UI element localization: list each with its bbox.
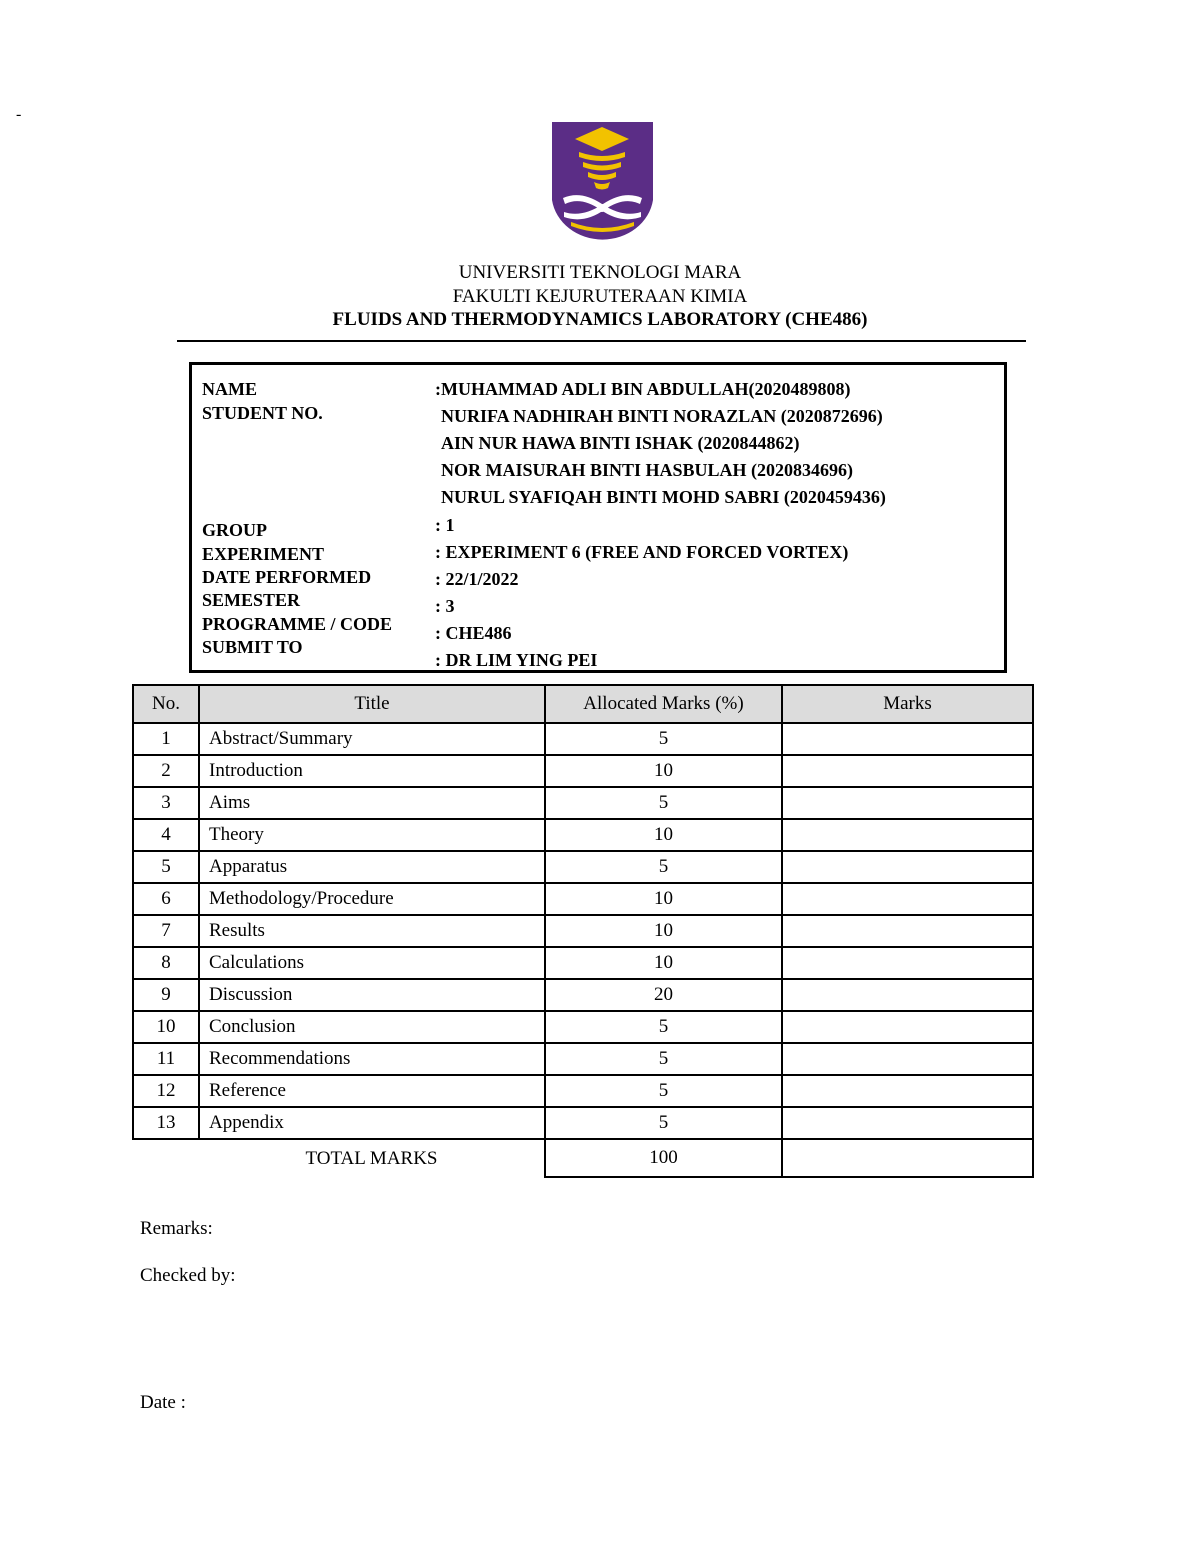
date-performed-value: : 22/1/2022 bbox=[435, 569, 519, 589]
row-allocated: 10 bbox=[545, 819, 782, 851]
row-marks[interactable] bbox=[782, 787, 1033, 819]
table-row bbox=[133, 915, 1033, 947]
row-title: Abstract/Summary bbox=[199, 723, 545, 755]
row-title: Recommendations bbox=[199, 1043, 545, 1075]
row-marks[interactable] bbox=[782, 1107, 1033, 1139]
header-allocated: Allocated Marks (%) bbox=[545, 685, 782, 723]
header-title: Title bbox=[199, 685, 545, 723]
table-row bbox=[133, 979, 1033, 1011]
marks-table-header-row bbox=[133, 685, 1033, 723]
lab-title: FLUIDS AND THERMODYNAMICS LABORATORY (CHE486) bbox=[332, 309, 868, 330]
remarks-label: Remarks: bbox=[140, 1218, 213, 1239]
marks-table bbox=[132, 684, 1034, 1178]
row-allocated: 5 bbox=[545, 1011, 782, 1043]
row-no: 1 bbox=[133, 723, 199, 755]
submit-to-value: : DR LIM YING PEI bbox=[435, 650, 598, 670]
date-performed-label: DATE PERFORMED bbox=[202, 567, 372, 587]
row-no: 6 bbox=[133, 883, 199, 915]
student-entry: AIN NUR HAWA BINTI ISHAK (2020844862) bbox=[441, 433, 800, 453]
table-row bbox=[133, 1011, 1033, 1043]
total-row bbox=[133, 1139, 1033, 1177]
row-allocated: 5 bbox=[545, 1043, 782, 1075]
row-title: Aims bbox=[199, 787, 545, 819]
row-allocated: 10 bbox=[545, 883, 782, 915]
header-no: No. bbox=[133, 685, 199, 723]
row-allocated: 5 bbox=[545, 1107, 782, 1139]
row-no: 3 bbox=[133, 787, 199, 819]
programme-code-label: PROGRAMME / CODE bbox=[202, 614, 392, 634]
row-title: Apparatus bbox=[199, 851, 545, 883]
table-row bbox=[133, 723, 1033, 755]
row-allocated: 10 bbox=[545, 947, 782, 979]
row-no: 10 bbox=[133, 1011, 199, 1043]
row-title: Appendix bbox=[199, 1107, 545, 1139]
row-marks[interactable] bbox=[782, 851, 1033, 883]
student-entry: NURUL SYAFIQAH BINTI MOHD SABRI (2020459436) bbox=[441, 487, 886, 507]
row-allocated: 5 bbox=[545, 723, 782, 755]
row-allocated: 10 bbox=[545, 915, 782, 947]
university-name: UNIVERSITI TEKNOLOGI MARA bbox=[458, 262, 742, 283]
row-title: Methodology/Procedure bbox=[199, 883, 545, 915]
semester-value: : 3 bbox=[435, 596, 455, 616]
row-no: 4 bbox=[133, 819, 199, 851]
total-label: TOTAL MARKS bbox=[199, 1139, 545, 1177]
row-title: Reference bbox=[199, 1075, 545, 1107]
row-title: Discussion bbox=[199, 979, 545, 1011]
student-entry: :MUHAMMAD ADLI BIN ABDULLAH(2020489808) bbox=[435, 379, 851, 399]
table-row bbox=[133, 1075, 1033, 1107]
row-title: Introduction bbox=[199, 755, 545, 787]
student-entry: NURIFA NADHIRAH BINTI NORAZLAN (2020872696) bbox=[441, 406, 883, 426]
row-title: Theory bbox=[199, 819, 545, 851]
submit-to-label: SUBMIT TO bbox=[202, 637, 303, 657]
row-allocated: 5 bbox=[545, 851, 782, 883]
table-row bbox=[133, 755, 1033, 787]
name-label: NAME bbox=[202, 379, 257, 399]
row-marks[interactable] bbox=[782, 755, 1033, 787]
row-no: 11 bbox=[133, 1043, 199, 1075]
semester-label: SEMESTER bbox=[202, 590, 301, 610]
header-marks: Marks bbox=[782, 685, 1033, 723]
programme-code-value: : CHE486 bbox=[435, 623, 512, 643]
row-allocated: 20 bbox=[545, 979, 782, 1011]
header-divider bbox=[177, 340, 1026, 342]
row-no: 8 bbox=[133, 947, 199, 979]
student-entry: NOR MAISURAH BINTI HASBULAH (2020834696) bbox=[441, 460, 854, 480]
row-marks[interactable] bbox=[782, 819, 1033, 851]
row-allocated: 5 bbox=[545, 787, 782, 819]
row-title: Results bbox=[199, 915, 545, 947]
student-info-box bbox=[189, 362, 1007, 673]
student-no-label: STUDENT NO. bbox=[202, 403, 323, 423]
table-row bbox=[133, 883, 1033, 915]
table-row bbox=[133, 947, 1033, 979]
row-marks[interactable] bbox=[782, 1075, 1033, 1107]
row-marks[interactable] bbox=[782, 723, 1033, 755]
faculty-name: FAKULTI KEJURUTERAAN KIMIA bbox=[452, 286, 748, 307]
table-row bbox=[133, 1107, 1033, 1139]
row-allocated: 5 bbox=[545, 1075, 782, 1107]
date-label: Date : bbox=[140, 1392, 186, 1413]
row-no: 12 bbox=[133, 1075, 199, 1107]
row-marks[interactable] bbox=[782, 947, 1033, 979]
row-title: Calculations bbox=[199, 947, 545, 979]
table-row bbox=[133, 819, 1033, 851]
total-allocated: 100 bbox=[545, 1139, 782, 1177]
corner-mark: - bbox=[16, 106, 22, 123]
total-marks[interactable] bbox=[782, 1139, 1033, 1177]
uitm-crest-logo bbox=[551, 122, 654, 246]
experiment-value: : EXPERIMENT 6 (FREE AND FORCED VORTEX) bbox=[435, 542, 849, 562]
row-allocated: 10 bbox=[545, 755, 782, 787]
table-row bbox=[133, 1043, 1033, 1075]
row-marks[interactable] bbox=[782, 883, 1033, 915]
row-no: 13 bbox=[133, 1107, 199, 1139]
table-row bbox=[133, 787, 1033, 819]
checked-by-label: Checked by: bbox=[140, 1265, 236, 1286]
row-no: 7 bbox=[133, 915, 199, 947]
row-no: 9 bbox=[133, 979, 199, 1011]
row-marks[interactable] bbox=[782, 1043, 1033, 1075]
row-title: Conclusion bbox=[199, 1011, 545, 1043]
row-no: 5 bbox=[133, 851, 199, 883]
group-label: GROUP bbox=[202, 520, 267, 540]
table-row bbox=[133, 851, 1033, 883]
row-marks[interactable] bbox=[782, 1011, 1033, 1043]
experiment-label: EXPERIMENT bbox=[202, 544, 325, 564]
row-no: 2 bbox=[133, 755, 199, 787]
group-value: : 1 bbox=[435, 515, 455, 535]
row-marks[interactable] bbox=[782, 979, 1033, 1011]
row-marks[interactable] bbox=[782, 915, 1033, 947]
